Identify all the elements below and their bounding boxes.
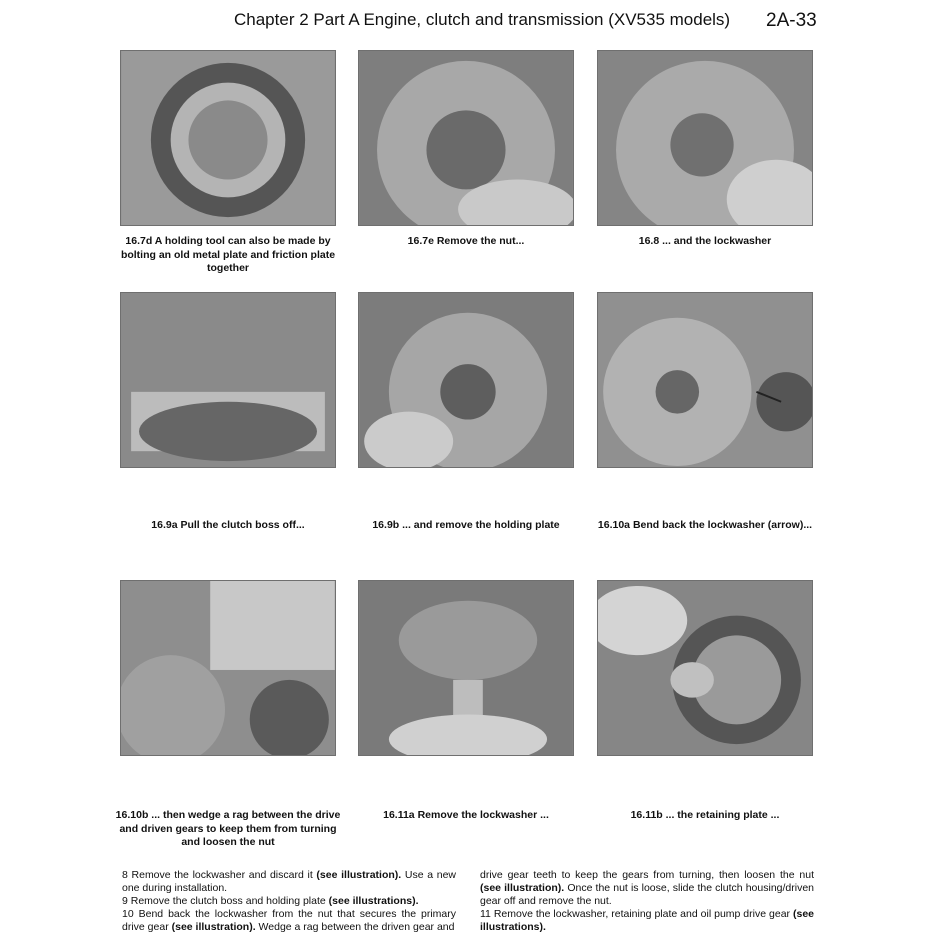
chapter-title: Chapter 2 Part A Engine, clutch and transmission (XV535 models) xyxy=(234,10,731,29)
photo-clutch-boss xyxy=(120,292,336,468)
caption-16-9b: 16.9b ... and remove the holding plate xyxy=(372,519,560,531)
caption-16-7e: 16.7e Remove the nut... xyxy=(407,235,525,247)
page-number: 2A-33 xyxy=(766,10,817,31)
body-left-column xyxy=(122,869,456,934)
paragraph-11: 11 Remove the lockwasher, retaining plate and oil pump drive gear (see illustrations). xyxy=(480,908,814,933)
photo-lockwasher xyxy=(597,50,813,226)
photo-remove-lockwasher-2 xyxy=(358,580,574,756)
paragraph-9: 9 Remove the clutch boss and holding plate (see illustrations). xyxy=(122,895,419,907)
caption-16-8: 16.8 ... and the lockwasher xyxy=(638,235,772,247)
photo-clutch-holding-tool xyxy=(120,50,336,226)
photo-remove-nut xyxy=(358,50,574,226)
caption-16-9a: 16.9a Pull the clutch boss off... xyxy=(151,519,305,531)
photo-retaining-plate xyxy=(597,580,813,756)
paragraph-10: 10 Bend back the lockwasher from the nut that secures the primary drive gear (see illustration). Wedge a rag between the driven gear and xyxy=(122,908,456,933)
caption-16-11b: 16.11b ... the retaining plate ... xyxy=(630,809,780,821)
photo-bend-lockwasher xyxy=(597,292,813,468)
paragraph-8: 8 Remove the lockwasher and discard it (see illustration). Use a new one during installation. xyxy=(122,869,457,894)
caption-16-10a: 16.10a Bend back the lockwasher (arrow)... xyxy=(597,519,813,531)
caption-16-11a: 16.11a Remove the lockwasher ... xyxy=(383,809,549,821)
body-right-column xyxy=(480,869,814,934)
photo-holding-plate xyxy=(358,292,574,468)
caption-16-10b: 16.10b ... then wedge a rag between the drive and driven gears to keep them from turning and loosen the nut xyxy=(115,809,341,848)
caption-16-7d: 16.7d A holding tool can also be made by bolting an old metal plate and friction plate together xyxy=(120,235,336,274)
paragraph-10-cont: drive gear teeth to keep the gears from turning, then loosen the nut (see illustration). Once the nut is loose, slide the clutch housing/driven gear off and remove the nut. xyxy=(480,869,815,907)
photo-wedge-rag xyxy=(120,580,336,756)
